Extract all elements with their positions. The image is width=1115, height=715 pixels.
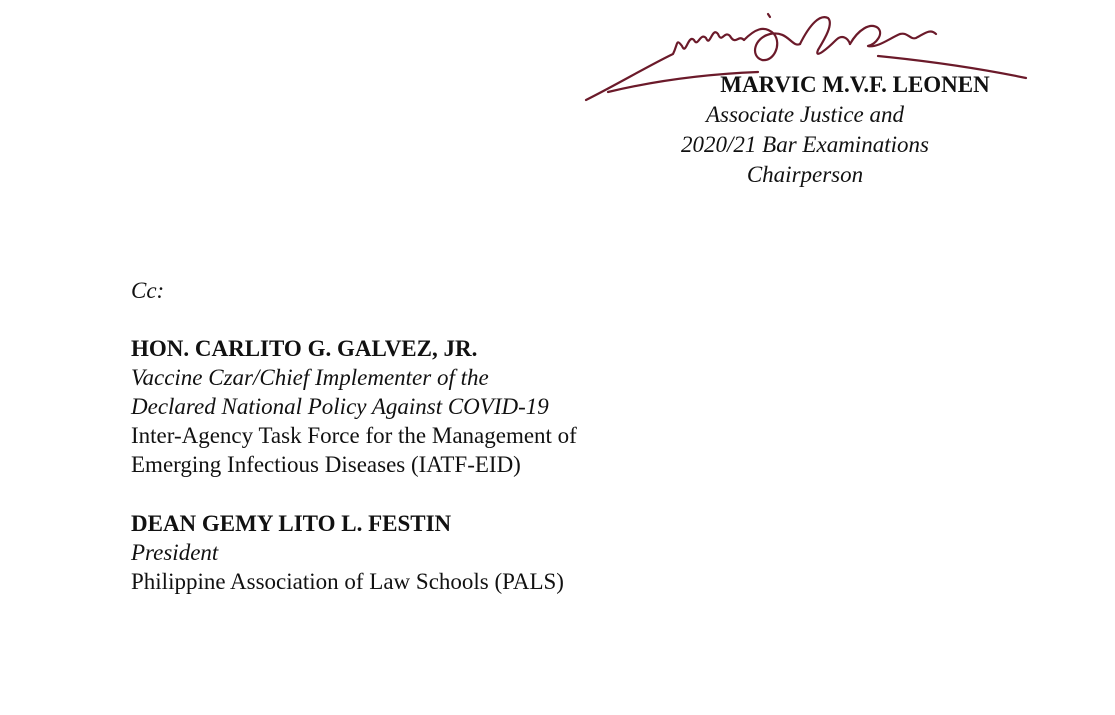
recipient-role-line: Vaccine Czar/Chief Implementer of the [131,365,489,390]
recipient-role-line: Declared National Policy Against COVID-19 [131,394,549,419]
signatory-name: MARVIC M.V.F. LEONEN [720,72,990,97]
signatory-title-line: Associate Justice and [705,102,904,127]
recipient-org-line: Emerging Infectious Diseases (IATF-EID) [131,452,521,477]
recipient-org-line: Inter-Agency Task Force for the Management of [131,423,577,448]
signatory-title-line: Chairperson [746,162,864,187]
recipient-name: DEAN GEMY LITO L. FESTIN [131,511,452,536]
recipient-block [131,334,577,479]
recipient-role-line: President [131,540,219,565]
signatory-block [585,70,1025,190]
recipient-org-line: Philippine Association of Law Schools (PALS) [131,569,564,594]
recipient-block [131,509,564,596]
recipient-name: HON. CARLITO G. GALVEZ, JR. [131,336,478,361]
cc-label: Cc: [131,278,165,303]
signatory-title-line: 2020/21 Bar Examinations [681,132,929,157]
